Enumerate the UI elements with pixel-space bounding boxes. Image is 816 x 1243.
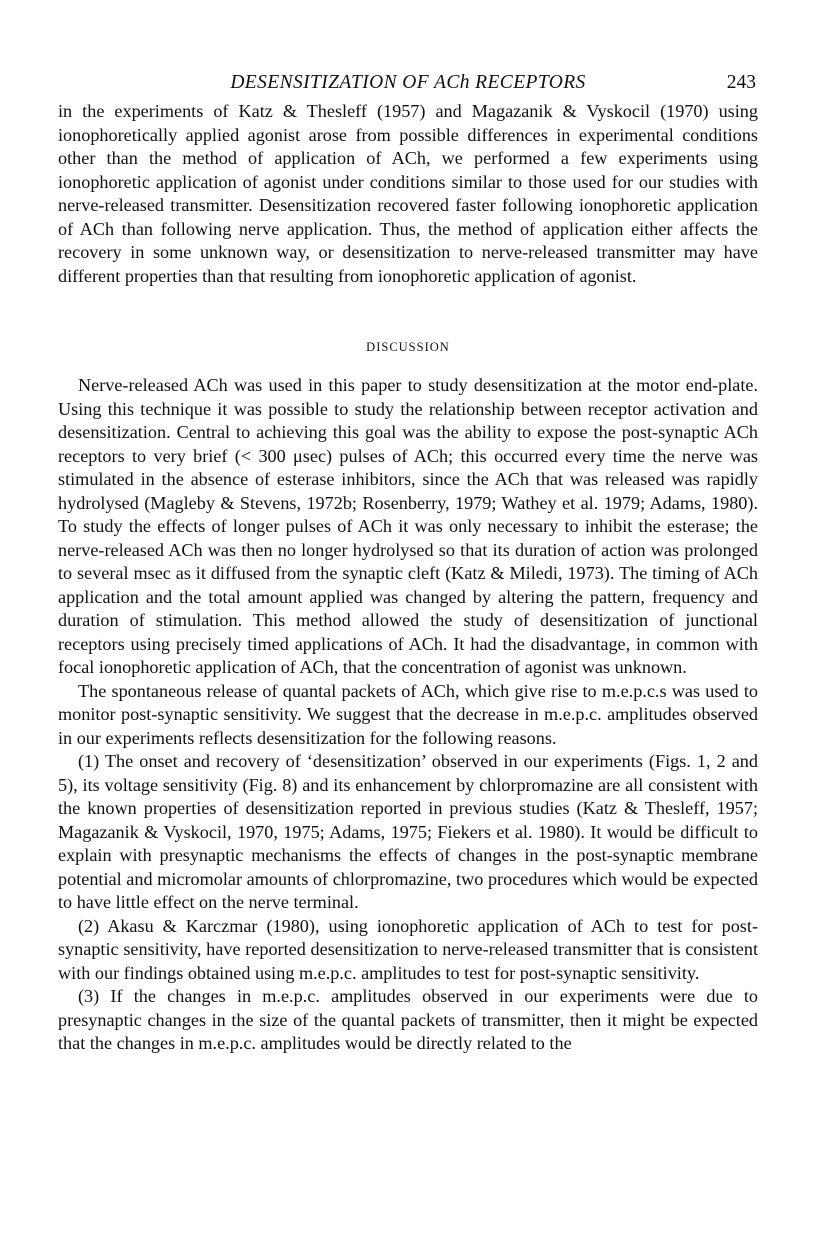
running-head-title: DESENSITIZATION OF ACh RECEPTORS — [230, 72, 586, 93]
running-head — [0, 72, 816, 98]
intro-block — [58, 100, 758, 288]
discussion-paragraph-3: (1) The onset and recovery of ‘desensitization’ observed in our experiments (Figs. 1, 2 and 5), its voltage sensitivity (Fig. 8) and its enhancement by chlorpromazine are all consistent with the known properties of desensitization reported in previous studies (Katz & Thesleff, 1957; Magazanik & Vyskocil, 1970, 1975; Adams, 1975; Fiekers et al. 1980). It would be difficult to explain with presynaptic mechanisms the effects of changes in the post-synaptic membrane potential and micromolar amounts of chlorpromazine, two procedures which would be expected to have little effect on the nerve terminal. — [58, 751, 758, 912]
discussion-paragraph-1: Nerve-released ACh was used in this paper to study desensitization at the motor end-plate. Using this technique it was possible to study the relationship between receptor activation and desensitization. Central to achieving this goal was the ability to expose the post-synaptic ACh receptors to very brief (< 300 μsec) pulses of ACh; this occurred every time the nerve was stimulated in the absence of esterase inhibitors, since the ACh that was released was rapidly hydrolysed (Magleby & Stevens, 1972b; Rosenberry, 1979; Wathey et al. 1979; Adams, 1980). To study the effects of longer pulses of ACh it was only necessary to inhibit the esterase; the nerve-released ACh was then no longer hydrolysed so that its duration of action was prolonged to several msec as it diffused from the synaptic cleft (Katz & Miledi, 1973). The timing of ACh application and the total amount applied was changed by altering the pattern, frequency and duration of stimulation. This method allowed the study of desensitization of junctional receptors using precisely timed applications of ACh. It had the disadvantage, in common with focal ionophoretic application of ACh, that the concentration of agonist was unknown. — [58, 375, 758, 677]
discussion-paragraph-5: (3) If the changes in m.e.p.c. amplitudes observed in our experiments were due to presynaptic changes in the size of the quantal packets of transmitter, then it might be expected that the changes in m.e.p.c. amplitudes would be directly related to the — [58, 986, 758, 1053]
page-number: 243 — [726, 72, 756, 93]
section-heading: DISCUSSION — [366, 340, 450, 354]
discussion-paragraph-2: The spontaneous release of quantal packets of ACh, which give rise to m.e.p.c.s was used to monitor post-synaptic sensitivity. We suggest that the decrease in m.e.p.c. amplitudes observed in our experiments reflects desensitization for the following reasons. — [58, 680, 758, 748]
discussion-paragraph-4: (2) Akasu & Karczmar (1980), using ionophoretic application of ACh to test for post-synaptic sensitivity, have reported desensitization to nerve-released transmitter that is consistent with our findings obtained using m.e.p.c. amplitudes to test for post-synaptic sensitivity. — [58, 915, 758, 983]
intro-paragraph: in the experiments of Katz & Thesleff (1957) and Magazanik & Vyskocil (1970) using ionophoretically applied agonist arose from possible differences in experimental conditions other than the method of application of ACh, we performed a few experiments using ionophoretic application of agonist under conditions similar to those used for our studies with nerve-released transmitter. Desensitization recovered faster following ionophoretic application of ACh than following nerve application. Thus, the method of application either affects the recovery in some unknown way, or desensitization to nerve-released transmitter may have different properties than that resulting from ionophoretic application of agonist. — [58, 101, 758, 286]
discussion-section — [58, 374, 758, 1056]
